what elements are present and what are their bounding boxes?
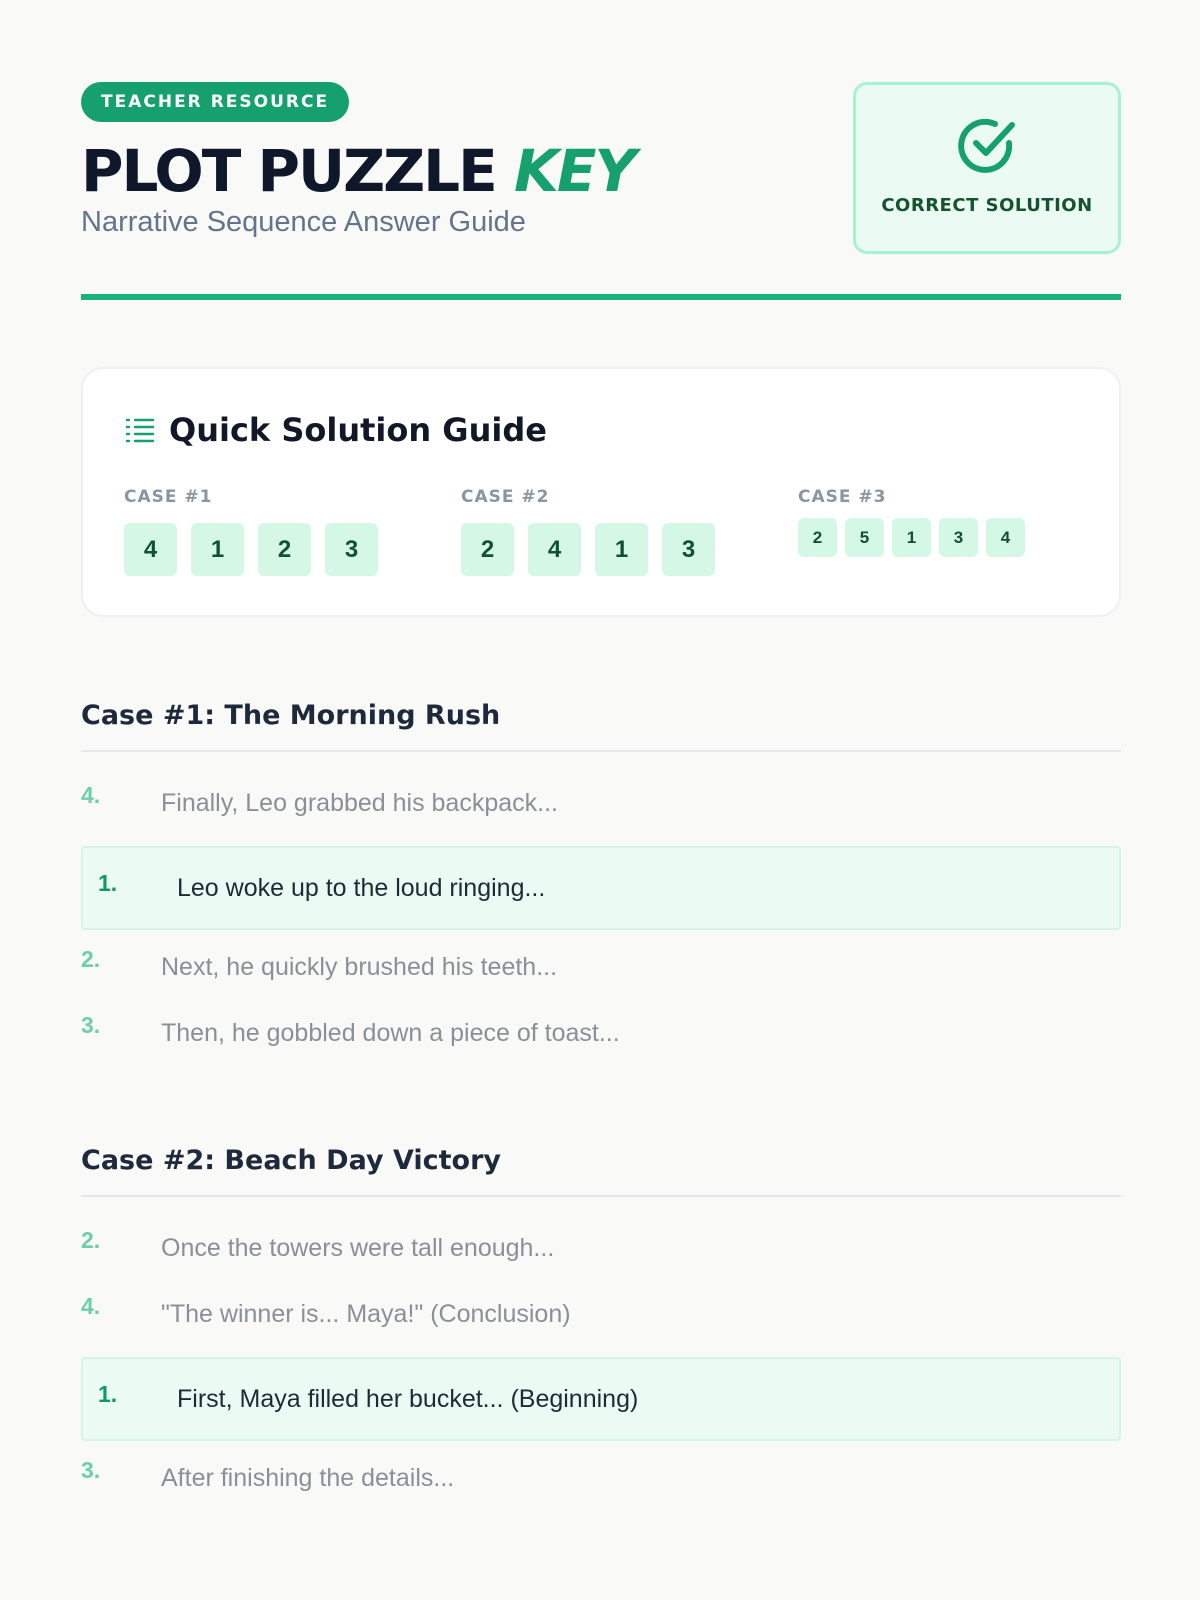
step-text: First, Maya filled her bucket... (Beginning) <box>177 1385 639 1413</box>
step-number: 1. <box>98 870 118 896</box>
title-main: PLOT PUZZLE <box>81 137 514 205</box>
step-number: 4. <box>81 782 101 808</box>
story-step <box>81 997 1121 1081</box>
step-number: 3. <box>81 1012 101 1038</box>
page-subtitle: Narrative Sequence Answer Guide <box>81 206 526 238</box>
page-title <box>81 137 635 205</box>
guide-header <box>125 411 547 449</box>
step-number: 1. <box>98 1381 118 1407</box>
order-chip: 2 <box>798 518 837 557</box>
step-number: 2. <box>81 1227 101 1253</box>
step-number: 3. <box>81 1457 101 1483</box>
order-chip: 2 <box>258 523 311 576</box>
guide-title: Quick Solution Guide <box>169 411 547 449</box>
story-step-highlighted <box>81 1357 1121 1441</box>
section-divider <box>81 1195 1121 1197</box>
step-text: Once the towers were tall enough... <box>161 1234 555 1262</box>
case-label: CASE #1 <box>124 487 213 507</box>
case-label: CASE #2 <box>461 487 550 507</box>
story-step <box>81 1278 1121 1362</box>
guide-case-2 <box>461 487 729 576</box>
step-text: Leo woke up to the loud ringing... <box>177 874 546 902</box>
step-text: Finally, Leo grabbed his backpack... <box>161 789 558 817</box>
check-circle-icon <box>954 113 1020 179</box>
step-text: After finishing the details... <box>161 1464 455 1492</box>
step-number: 4. <box>81 1293 101 1319</box>
order-chip: 5 <box>845 518 884 557</box>
guide-case-3 <box>798 487 1033 557</box>
case-order-chips <box>798 523 1033 557</box>
case-order-chips <box>461 523 729 576</box>
correct-solution-box <box>853 82 1121 254</box>
quick-solution-guide <box>81 367 1121 617</box>
section-title: Case #1: The Morning Rush <box>81 700 501 731</box>
section-divider <box>81 750 1121 752</box>
step-number: 2. <box>81 946 101 972</box>
correct-solution-label: CORRECT SOLUTION <box>881 195 1093 216</box>
guide-case-1 <box>124 487 392 576</box>
story-step <box>81 1442 1121 1526</box>
order-chip: 4 <box>986 518 1025 557</box>
order-chip: 1 <box>191 523 244 576</box>
order-chip: 3 <box>662 523 715 576</box>
section-title: Case #2: Beach Day Victory <box>81 1145 502 1176</box>
case-section-2 <box>81 1145 1121 1505</box>
order-chip: 3 <box>325 523 378 576</box>
order-chip: 2 <box>461 523 514 576</box>
step-text: Next, he quickly brushed his teeth... <box>161 953 558 981</box>
case-section-1 <box>81 700 1121 1060</box>
order-chip: 1 <box>595 523 648 576</box>
order-chip: 4 <box>528 523 581 576</box>
list-icon <box>125 416 155 444</box>
story-step <box>81 767 1121 851</box>
step-text: Then, he gobbled down a piece of toast... <box>161 1019 620 1047</box>
header-divider <box>81 294 1121 300</box>
case-order-chips <box>124 523 392 576</box>
step-text: "The winner is... Maya!" (Conclusion) <box>161 1300 571 1328</box>
order-chip: 3 <box>939 518 978 557</box>
teacher-resource-badge: TEACHER RESOURCE <box>81 82 349 122</box>
page-header <box>81 82 1121 302</box>
order-chip: 4 <box>124 523 177 576</box>
order-chip: 1 <box>892 518 931 557</box>
case-label: CASE #3 <box>798 487 887 507</box>
story-step-highlighted <box>81 846 1121 930</box>
title-accent: KEY <box>513 137 635 205</box>
